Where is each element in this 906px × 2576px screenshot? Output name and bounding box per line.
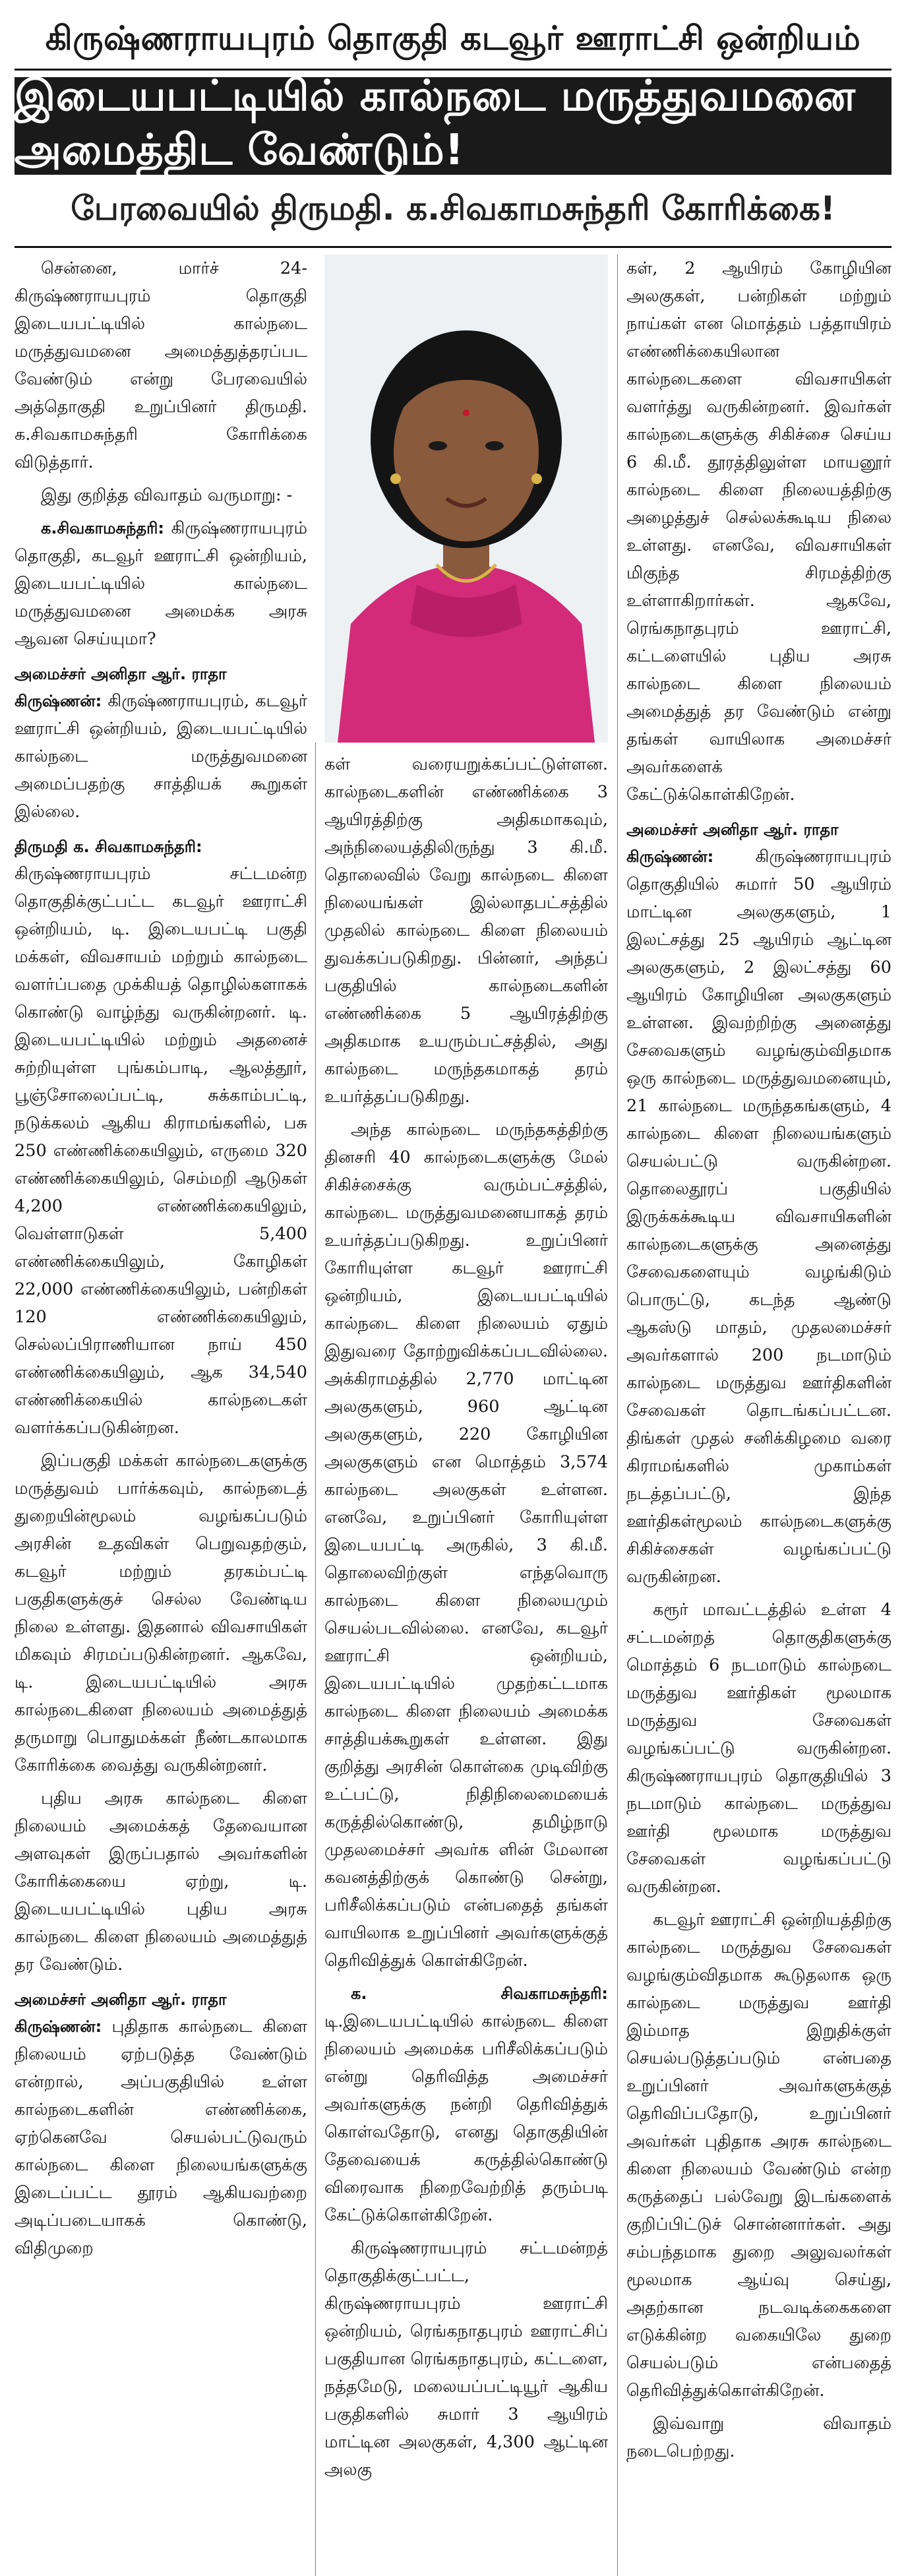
speaker-label: கிருஷ்ணன்: (15, 2017, 102, 2036)
article-column-3 (626, 255, 891, 2470)
speaker-label: அமைச்சர் அனிதா ஆர். ராதா (15, 1990, 227, 2009)
paragraph: கள் வரையறுக்கப்பட்டுள்ளன. கால்நடைகளின் எண்ணிக்கை 3 ஆயிரத்திற்கு அதிகமாகவும், அந்நிலையத்திலிருந்து 3 கி.மீ. தொலைவில் வேறு கால்நடை கிளை நிலையங்கள் இல்லாதபட்சத்தில் முதலில் கால்நடை கிளை நிலையம் துவக்கப்படுகிறது. பின்னர், அந்தப் பகுதியில் கால்நடைகளின் எண்ணிக்கை 5 ஆயிரத்திற்கு அதிகமாக உயரும்பட்சத்தில், அது கால்நடை மருந்தகமாகத் தரம் உயர்த்தப்படுகிறது. (324, 754, 608, 1107)
paragraph: அந்த கால்நடை மருந்தகத்திற்கு தினசரி 40 கால்நடைகளுக்கு மேல் சிகிச்சைக்கு வரும்பட்சத்தில், கால்நடை மருத்துவமனையாகத் தரம் உயர்த்தப்படுகிறது. உறுப்பினர் கோரியுள்ள கடவூர் ஊராட்சி ஒன்றியம், இடையபட்டியில் கால்நடை கிளை நிலையம் ஏதும் இதுவரை தோற்றுவிக்கப்படவில்லை. அக்கிராமத்தில் 2,770 மாட்டின அலகுகளும், 960 ஆட்டின அலகுகளும், 220 கோழியின அலகுகளும் என மொத்தம் 3,574 கால்நடை அலகுகள் உள்ளன. எனவே, உறுப்பினர் கோரியுள்ள இடையபட்டி அருகில், 3 கி.மீ. தொலைவிற்குள் எந்தவொரு கால்நடை கிளை நிலையமும் செயல்படவில்லை. எனவே, கடவூர் ஊராட்சி ஒன்றியம், இடையபட்டியில் முதற்கட்டமாக கால்நடை கிளை நிலையம் அமைக்க சாத்தியக்கூறுகள் உள்ளன. இது குறித்து அரசின் கொள்கை முடிவிற்கு உட்பட்டு, நிதிநிலைமையைக் கருத்தில்கொண்டு, தமிழ்நாடு முதலமைச்சர் அவர்க ளின் மேலான கவனத்திற்குக் கொண்டு சென்று, பரிசீலிக்கப்படும் என்பதைத் தங்கள் வாயிலாக உறுப்பினர் அவர்களுக்குத் தெரிவித்துக் கொள்கிறேன். (324, 1120, 608, 1971)
kicker-line: கிருஷ்ணராயபுரம் தொகுதி கடவூர் ஊராட்சி ஒன்றியம் (15, 12, 891, 71)
paragraph-text: புதிதாக கால்நடை கிளை நிலையம் ஏற்படுத்த வேண்டும் என்றால், அப்பகுதியில் உள்ள கால்நடைகளின் எண்ணிக்கை, ஏற்கெனவே செயல்பட்டுவரும் கால்நடை கிளை நிலையங்களுக்கு இடைப்பட்ட தூரம் ஆகியவற்றை அடிப்படையாகக் கொண்டு, விதிமுறை (15, 2017, 307, 2258)
paragraph: கிருஷ்ணராயபுரம் சட்டமன்ற தொகுதிக்குட்பட்ட கடவூர் ஊராட்சி ஒன்றியம், டி. இடையபட்டி பகுதி மக்கள், விவசாயம் மற்றும் கால்நடை வளர்ப்பதை முக்கியத் தொழில்களாகக் கொண்டு வாழ்ந்து வருகின்றனர். டி. இடையபட்டியில் மற்றும் அதனைச் சுற்றியுள்ள புங்கம்பாடி, ஆலத்தூர், பூஞ்சோலைப்பட்டி, சுக்காம்பட்டி, நடுக்கலம் ஆகிய கிராமங்களில், பசு 250 எண்ணிக்கையிலும், எருமை 320 எண்ணிக்கையிலும், செம்மறி ஆடுகள் 4,200 எண்ணிக்கையிலும், வெள்ளாடுகள் 5,400 எண்ணிக்கையிலும், கோழிகள் 22,000 எண்ணிக்கையிலும், பன்றிகள் 120 எண்ணிக்கையிலும், செல்லப்பிராணியான நாய் 450 எண்ணிக்கையிலும், ஆக 34,540 எண்ணிக்கையில் கால்நடைகள் வளர்க்கப்படுகின்றன. (15, 864, 307, 1438)
paragraph: கிருஷ்ணராயபுரம் சட்டமன்றத் தொகுதிக்குட்பட்ட, கிருஷ்ணராயபுரம் ஊராட்சி ஒன்றியம், ரெங்கநாதபுரம் ஊராட்சிப் பகுதியான ரெங்கநாதபுரம், கட்டளை, நத்தமேடு, மலையப்பட்டியூர் ஆகிய பகுதிகளில் சுமார் 3 ஆயிரம் மாட்டின அலகுகள், 4,300 ஆட்டின அலகு (324, 2238, 608, 2480)
speaker-label: அமைச்சர் அனிதா ஆர். ராதா (15, 665, 227, 683)
paragraph: கள், 2 ஆயிரம் கோழியின அலகுகள், பன்றிகள் மற்றும் நாய்கள் என மொத்தம் பத்தாயிரம் எண்ணிக்கையிலான கால்நடைகளை விவசாயிகள் வளர்த்து வருகின்றனர். இவர்கள் கால்நடைகளுக்கு சிகிச்சை செய்ய 6 கி.மீ. தூரத்திலுள்ள மாயனூர் கால்நடை கிளை நிலையத்திற்கு அழைத்துச் செல்லக்கூடிய நிலை உள்ளது. எனவே, விவசாயிகள் மிகுந்த சிரமத்திற்கு உள்ளாகிறார்கள். ஆகவே, ரெங்கநாதபுரம் ஊராட்சி, கட்டளையில் புதிய அரசு கால்நடை கிளை நிலையம் அமைத்துத் தர வேண்டும் என்று தங்கள் வாயிலாக அமைச்சர் அவர்களைக் கேட்டுக்கொள்கிறேன். (626, 259, 891, 805)
column-rule (315, 743, 316, 2576)
headline: இடையபட்டியில் கால்நடை மருத்துவமனை அமைத்திட வேண்டும்! (15, 77, 891, 175)
subheadline: பேரவையில் திருமதி. க.சிவகாமசுந்தரி கோரிக்கை! (15, 175, 891, 248)
article-column-2 (324, 751, 608, 2489)
paragraph: சென்னை, மார்ச் 24- கிருஷ்ணராயபுரம் தொகுதி இடையபட்டியில் கால்நடை மருத்துவமனை அமைத்துத்தரப்பட வேண்டும் என்று பேரவையில் அத்தொகுதி உறுப்பினர் திருமதி. க.சிவகாமசுந்தரி கோரிக்கை விடுத்தார். (15, 259, 307, 472)
paragraph-text: டி.இடையபட்டியில் கால்நடை கிளை நிலையம் அமைக்க பரிசீலிக்கப்படும் என்று தெரிவித்த அமைச்சர் அவர்களுக்கு நன்றி தெரிவித்துக் கொள்வதோடு, எனது தொகுதியின் தேவையைக் கருத்தில்கொண்டு விரைவாக நிறைவேற்றித் தரும்படி கேட்டுக்கொள்கிறேன். (324, 2011, 608, 2225)
paragraph (15, 687, 307, 826)
paragraph (15, 514, 307, 653)
speaker-label: அமைச்சர் அனிதா ஆர். ராதா (626, 820, 839, 839)
paragraph: கடவூர் ஊராட்சி ஒன்றியத்திற்கு கால்நடை மருத்துவ சேவைகள் வழங்கும்விதமாக கூடுதலாக ஒரு கால்நடை மருத்துவ ஊர்தி இம்மாத இறுதிக்குள் செயல்படுத்தப்படும் என்பதை உறுப்பினர் அவர்களுக்குத் தெரிவிப்பதோடு, உறுப்பினர் அவர்கள் புதிதாக அரசு கால்நடை கிளை நிலையம் வேண்டும் என்ற கருத்தைப் பல்வேறு இடங்களைக் குறிப்பிட்டுச் சொன்னார்கள். அது சம்பந்தமாக துறை அலுவலர்கள் மூலமாக ஆய்வு செய்து, அதற்கான நடவடிக்கைகளை எடுக்கின்ற வகையிலே துறை செயல்படும் என்பதைத் தெரிவித்துக்கொள்கிறேன். (626, 1910, 891, 2401)
speaker-label: கிருஷ்ணன்: (15, 692, 102, 710)
paragraph: இப்பகுதி மக்கள் கால்நடைகளுக்கு மருத்துவம் பார்க்கவும், கால்நடைத் துறையின்மூலம் வழங்கப்படும் அரசின் உதவிகள் பெறுவதற்கும், கடவூர் மற்றும் தரகம்பட்டி பகுதிகளுக்குச் செல்ல வேண்டிய நிலை உள்ளது. இதனால் விவசாயிகள் மிகவும் சிரமப்படுகின்றனர். ஆகவே, டி. இடையபட்டியில் அரசு கால்நடைகிளை நிலையம் அமைத்துத் தருமாறு பொதுமக்கள் நீண்டகாலமாக கோரிக்கை வைத்து வருகின்றனர். (15, 1451, 307, 1775)
paragraph (15, 2013, 307, 2262)
paragraph-text: கிருஷ்ணராயபுரம், கடவூர் ஊராட்சி ஒன்றியம், இடையபட்டியில் கால்நடை மருத்துவமனை அமைப்பதற்கு சாத்தியக் கூறுகள் இல்லை. (15, 691, 307, 822)
paragraph: கரூர் மாவட்டத்தில் உள்ள 4 சட்டமன்றத் தொகுதிகளுக்கு மொத்தம் 6 நடமாடும் கால்நடை மருத்துவ ஊர்திகள் மூலமாக மருத்துவ சேவைகள் வழங்கப்பட்டு வருகின்றன. கிருஷ்ணராயபுரம் தொகுதியில் 3 நடமாடும் கால்நடை மருத்துவ ஊர்தி மூலமாக மருத்துவ சேவைகள் வழங்கப்பட்டு வருகின்றன. (626, 1600, 891, 1897)
speaker-label: கிருஷ்ணன்: (626, 847, 714, 866)
paragraph (324, 1980, 608, 2229)
article-column-1 (15, 255, 307, 2267)
paragraph-text: கிருஷ்ணராயபுரம் தொகுதியில் சுமார் 50 ஆயிரம் மாட்டின அலகுகளும், 1 இலட்சத்து 25 ஆயிரம் ஆட்டின அலகுகளும், 2 இலட்சத்து 60 ஆயிரம் கோழியின அலகுகளும் உள்ளன. இவற்றிற்கு அனைத்து சேவைகளும் வழங்கும்விதமாக ஒரு கால்நடை மருத்துவமனையும், 21 கால்நடை மருந்தகங்களும், 4 கால்நடை கிளை நிலையங்களும் செயல்பட்டு வருகின்றன. தொலைதூரப் பகுதியில் இருக்கக்கூடிய விவசாயிகளின் கால்நடைகளுக்கு அனைத்து சேவைகளையும் வழங்கிடும் பொருட்டு, கடந்த ஆண்டு ஆகஸ்டு மாதம், முதலமைச்சர் அவர்களால் 200 நடமாடும் கால்நடை மருத்துவ ஊர்திகளின் சேவைகள் தொடங்கப்பட்டன. திங்கள் முதல் சனிக்கிழமை வரை கிராமங்களில் முகாம்கள் நடத்தப்பட்டு, இந்த ஊர்திகள்மூலம் கால்நடைகளுக்கு சிகிச்சைகள் வழங்கப்பட்டு வருகின்றன. (626, 847, 891, 1587)
portrait-photo-icon (324, 255, 608, 743)
article-body (15, 255, 891, 2576)
paragraph: இது குறித்த விவாதம் வருமாறு: - (41, 485, 293, 505)
speaker-label: க.சிவகாமசுந்தரி: (41, 519, 164, 537)
column-rule (617, 255, 618, 2576)
portrait-photo (324, 255, 608, 743)
speaker-label: க. சிவகாமசுந்தரி: (351, 1984, 608, 2003)
paragraph (626, 843, 891, 1591)
speaker-label: திருமதி க. சிவகாமசுந்தரி: (15, 838, 202, 856)
paragraph: புதிய அரசு கால்நடை கிளை நிலையம் அமைக்கத் தேவையான அளவுகள் இருப்பதால் அவர்களின் கோரிக்கையை ஏற்று, டி. இடையபட்டியில் புதிய அரசு கால்நடை கிளை நிலையம் அமைத்துத் தர வேண்டும். (15, 1789, 307, 1975)
paragraph: இவ்வாறு விவாதம் நடைபெற்றது. (626, 2414, 891, 2461)
paragraph-text: கிருஷ்ணராயபுரம் தொகுதி, கடவூர் ஊராட்சி ஒன்றியம், இடையபட்டியில் கால்நடை மருத்துவமனை அமைக்க அரசு ஆவன செய்யுமா? (15, 518, 307, 649)
